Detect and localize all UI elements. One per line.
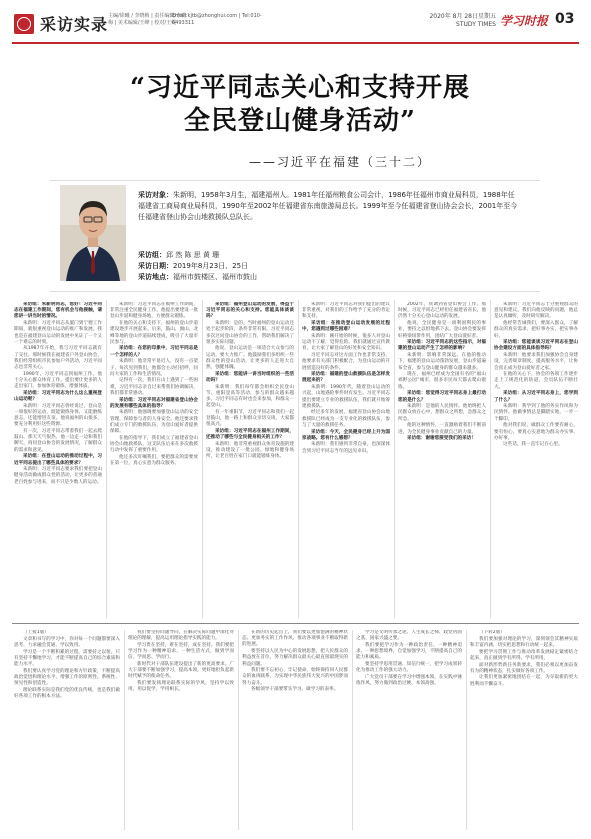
- paragraph: 文章和书写的学习中，你对每一个问题都要深入思考，力求融会贯通，学以致用。: [14, 636, 120, 648]
- paragraph: 他说，全民健身是一项利国利民的事业，要持之以恒地抓下去。登山协会要发挥好桥梁纽带作用，团结广大登山爱好者。: [398, 321, 486, 339]
- column-rule: [238, 630, 239, 830]
- paragraph: 采访组：福州登山运动的发展，得益于习近平同志的关心和支持。您能具体谈谈吗？: [206, 302, 294, 320]
- paragraph: 朱新明：他要求我们加强协会自身建设，完善规章制度，提高服务水平，让协会真正成为登山爱好者之家。: [494, 353, 578, 371]
- paragraph: 我们要把学习作为一种政治责任、一种精神追求、一种思想境界，自觉加强学习，不断提高自己的能力和素质。: [356, 642, 462, 661]
- paragraph: 我们要认真学习党的理论和方针政策，不断提高政治觉悟和理论水平，增强工作的原则性、系统性、预见性和创造性。: [14, 668, 120, 687]
- paragraph: 要把学习贯彻工作与推动改革发展稳定紧密结合起来，真正做到学有所得、学有所用。: [470, 649, 578, 661]
- paragraph: 记得有一次，我们在山上遇到了一些困难，习近平同志亲自过来帮我们协调解决，我们都非常感动。: [110, 378, 198, 396]
- column-rule: [298, 300, 299, 618]
- paragraph: 2002年，我调到省登山协会工作。那时候，习近平同志已经担任福建省省长，他仍然十分关心登山运动的发展。: [398, 302, 486, 320]
- meta-place-label: 采访地点：: [138, 273, 173, 281]
- paragraph: 在他的指导下，我们成立了福建省登山协会山地救援队，这支队伍后来在多次救援行动中发挥了重要作用。: [110, 435, 198, 454]
- meta-date-value: 2019年8月23日、25日: [173, 262, 249, 270]
- paragraph: 朱新明：习近平同志从厦门到宁德工作期间，就很重视登山运动的推广和发展。我也是在福建登山运动的发展中见证了一个又一个难忘的时刻。: [14, 321, 102, 345]
- column-rule: [490, 300, 491, 618]
- body-column-6: [494, 302, 578, 618]
- paragraph: 我们要加强对理论的学习，深刻领会其精神实质和丰富内涵，切实把思想和行动统一起来。: [470, 636, 578, 648]
- paragraph: 采访组：今天，全民健身已经上升为国家战略。您有什么感想？: [302, 429, 390, 441]
- issue-en-text: STUDY TIMES: [456, 21, 496, 28]
- paragraph: 采访组：在您的印象中，习近平同志是一个怎样的人？: [110, 346, 198, 358]
- paragraph: 朱新明：是的。当时福州的登山运动还处于起步阶段，条件非常有限。习近平同志多次过问登山协会的工作，帮助我们解决了很多实际问题。: [206, 321, 294, 345]
- paragraph: 采访组：福建的登山救援队伍是怎样发展起来的？: [302, 372, 390, 384]
- paragraph: 他的这种情怀，一直激励着我们不断前进，为全民健身事业贡献自己的力量。: [398, 423, 486, 435]
- section-logo-icon: [14, 14, 34, 34]
- paragraph: 朱新明：习近平同志要求我们要把登山健身活动做成群众性的活动，让更多的普通老百姓参与进来，而不只是少数人的运动。: [14, 467, 102, 485]
- paragraph: 朱新明：是他的人民情怀。他始终把人民群众放在心中，想群众之所想，急群众之所急。: [398, 404, 486, 422]
- title-line-2: 全民登山健身活动”: [184, 106, 416, 136]
- page-number: 03: [555, 11, 575, 27]
- interviewee-photo: [60, 185, 126, 281]
- paragraph: 新时代对干部队伍建设提出了新的更高要求。广大干部要不断加强学习，提高本领，更好地担负起新时代赋予的使命任务。: [128, 662, 234, 680]
- paragraph: 面对新形势新任务新要求，我们必须以更加奋发有为的精神状态，扎实做好各项工作。: [470, 662, 578, 674]
- bottom-column-3: [242, 630, 348, 830]
- paragraph: 朱新明：1990年代，随着登山运动的兴起，山地遇险事件时有发生。习近平同志提出要建立专业的救援队伍，我们就开始筹建救援队。: [302, 385, 390, 409]
- paragraph: 朱新明：习近平同志曾经说过，登山是一项很好的运动，既能锻炼身体，又能磨练意志，还能增进友谊。他说福州的山很多，要充分利用好这些资源。: [14, 403, 102, 428]
- paragraph: 朱新明：他非常重视群众体育设施的建设，推动建设了一批公园、绿地和健身场所，让老百姓在家门口就能锻炼身体。: [206, 441, 294, 460]
- paragraph: 朱新明：习近平同志对我们提出的建议非常重视，对我们的工作给予了充分的肯定和支持。: [302, 302, 390, 320]
- column-rule: [394, 300, 395, 618]
- meta-team-value: 邱 然 陈 思 黄 珊: [166, 251, 220, 259]
- masthead-logo: 学习时报: [500, 14, 549, 28]
- paragraph: 我们要不忘初心、牢记使命，始终保持同人民群众的血肉联系，为实现中华民族伟大复兴的中国梦而努力奋斗。: [242, 668, 348, 686]
- paragraph: 他说，登山运动是一项适合大众参与的运动，要大力推广。他鼓励我们多组织一些群众性的登山活动，让更多的人走进大自然，强健体魄。: [206, 346, 294, 371]
- paragraph: 在他的关心下，协会的各项工作逐步走上了规范化的轨道，会员队伍不断壮大。: [494, 372, 578, 390]
- issue-date: [418, 13, 496, 29]
- paragraph: 从1987年开始，我与习近平同志就有了交往。那时候我在福建省户外登山协会，我们经常组织市民参加户外活动，习近平同志也非常关心。: [14, 346, 102, 371]
- paragraph: 我们要发扬理论联系实际的学风，坚持学以致用、用以促学、学用相长。: [128, 681, 234, 693]
- paragraph: 让我们更加紧密地团结在一起，为夺取新的更大胜利而不懈奋斗。: [470, 675, 578, 687]
- meta-team-label: 采访组：: [138, 251, 166, 259]
- bottom-column-2: [128, 630, 234, 830]
- paragraph: 他经常告诫我们，要深入群众，了解群众的真实需求，把好事办实，把实事办好。: [494, 321, 578, 339]
- column-rule: [124, 630, 125, 830]
- paragraph: 有一次，习近平同志带着我们一起去爬鼓山。那天天气很热，他一边走一边和我们聊天，询问登山协会的发展情况，了解群众的需求和意见。: [14, 429, 102, 453]
- paragraph: 采访组：您能谈谈习近平同志在登山协会建设方面的具体指导吗？: [494, 340, 578, 352]
- paragraph: 理论联系实际是我们党的优良传统，也是我们做好各项工作的根本方法。: [14, 687, 120, 700]
- meta-date-label: 采访日期：: [138, 262, 173, 270]
- paragraph: 习近平同志对这方面工作也非常支持，他要求有关部门积极配合，为登山运动的开展创造良好的条件。: [302, 353, 390, 371]
- meta-date: [138, 261, 438, 272]
- article-title: [60, 72, 540, 138]
- bottom-column-5: [470, 630, 578, 830]
- paragraph: 在新的历史起点上，我们要以更加饱满的精神状态、更加务实的工作作风，推动各项事业不断取得新的进展。: [242, 630, 348, 648]
- paragraph: 1990年，习近平同志到福州工作。他十分关心群众体育工作，提出要让更多的人走出家门，参加体育锻炼，增强体质。: [14, 371, 102, 390]
- title-line-1: “习近平同志关心和支持开展: [130, 73, 470, 103]
- paragraph: 要坚持学思用贯通、知信行统一，把学习成果转化为推动工作的强大动力。: [356, 662, 462, 674]
- column-rule: [106, 300, 107, 618]
- paragraph: 朱新明：我们每年都会组织全民登山节、重阳登高等活动，参与的群众越来越多。习近平同志有时也会来参加，和群众一起登山。: [206, 384, 294, 409]
- meta-team: [138, 250, 438, 261]
- paragraph: 采访组：习近平同志的这些指示，对福建的登山运动产生了怎样的影响？: [398, 340, 486, 352]
- paragraph: 采访组：习近平同志为什么这么重视登山运动呢？: [14, 390, 102, 403]
- issue-date-text: 2020年 8月 28日星期五: [429, 13, 496, 20]
- body-column-5: [398, 302, 486, 618]
- intro-text: 朱新明，1958年3月生，福建福州人。1981年任福州粮食公司会计，1986年任福州市商业局科员，1988年任福建省工商局商业局科员，1990年至2002年任福建省东南旅游局总长。1999年至今任福建省登山协会会长，2001年至今任福建省登山协会山地救援队总队长。: [138, 191, 518, 221]
- intro-label: 采访对象：: [138, 191, 173, 199]
- paragraph: 朱新明：他非常平易近人，没有一点架子。每次见到我们，他都会主动打招呼，问问大家的工作和生活情况。: [110, 359, 198, 377]
- paragraph: 在他的关心和支持下，福州的登山步道建设逐步开展起来。后来，鼓山、旗山、北峰等地的登山步道陆续建成，吸引了大量市民参与。: [110, 321, 198, 345]
- paragraph: 采访组：习近平同志在福州工作期间，还推动了哪些与全民健身相关的工作？: [206, 429, 294, 441]
- paragraph: 要坚持以人民为中心的发展思想，把人民群众的利益放在首位，努力解决群众最关心最直接最现实的利益问题。: [242, 649, 348, 667]
- meta-place-value: 福州市鼓楼区、福州市鼓山: [173, 273, 257, 281]
- header-divider: [12, 42, 579, 44]
- paragraph: 有一年重阳节，习近平同志和我们一起登鼓山，他一路上和群众亲切交谈，大家都很高兴。: [206, 409, 294, 428]
- paragraph: 朱新明：他强调要加强登山运动的安全管理，保障参与者的人身安全。他还要求我们成立专门的救援队伍，为登山爱好者提供保障。: [110, 410, 198, 435]
- paragraph: （上接1版）: [23, 630, 49, 635]
- paragraph: 广大党员干部要在学习中增强本领，在实践中锤炼作风，努力做到政治过硬、本领高强。: [356, 674, 462, 687]
- paragraph: 学习贵在坚持，难在坚持，成在坚持。我们要把学习作为一种精神追求、一种生活方式，做到学而信、学而思、学而行。: [128, 642, 234, 661]
- contact-info: Email:kjtb@zhonghui.com | Tel:010-6493311: [172, 13, 262, 26]
- paragraph: 采访组：在推动登山运动发展的过程中，您遇到过哪些困难？: [302, 321, 390, 333]
- paragraph: 采访组：谢谢您接受我们的采访！: [407, 436, 476, 442]
- editor-info: 主编/徐曦 / 李晓梅 | 责任编辑/李晓梅 | 美术编辑/王峰 | 校对/王妮: [108, 13, 187, 26]
- paragraph: 他对我们说，做群众工作要有耐心，要有恒心，要真心实意地为群众办实事、办好事。: [494, 423, 578, 441]
- body-column-3: [206, 302, 294, 618]
- section-divider: [12, 623, 579, 624]
- paragraph: 现在，福州已经成为全国有名的“福山郊野公园”城市，很多市民每天都去爬山锻炼。: [398, 372, 486, 390]
- paragraph: 我们要坚持问题导向，在解决实际问题中深化对理论的理解，提高运用理论指导实践的能力。: [128, 630, 234, 642]
- article-subtitle: ——习近平在福建（三十二）: [248, 155, 431, 169]
- paragraph: （下转2版）: [479, 630, 505, 635]
- paragraph: 采访组：在登山运动的推动过程中，习近平同志提出了哪些具体的要求？: [14, 454, 102, 466]
- column-rule: [352, 630, 353, 830]
- paragraph: 采访组：习近平同志对福建省登山协会的发展有哪些具体的指导？: [110, 397, 198, 409]
- bottom-column-4: [356, 630, 462, 830]
- body-column-1: [14, 302, 102, 618]
- paragraph: 学习是一个不断积累的过程，需要持之以恒。只有坚持不懈地学习，才能不断提高自己的综合素质和能力水平。: [14, 649, 120, 668]
- paragraph: 朱新明：习近平同志十分重视群众的意见和建议。我们向他反映的问题，他总是认真倾听，及时研究解决。: [494, 302, 578, 320]
- body-column-2: [110, 302, 198, 618]
- interviewee-intro: [138, 190, 518, 223]
- column-rule: [466, 630, 467, 830]
- paragraph: 朱新明：我学到了他的务实作风和为民情怀。他做事情总是脚踏实地，一步一个脚印。: [494, 404, 578, 422]
- paragraph: 各级领导干部要带头学习，做学习的表率。: [251, 687, 339, 693]
- paragraph: 这些话，我一直牢记在心里。: [503, 442, 563, 448]
- paragraph: 朱新明：我们感到非常自豪，也深深体会到习近平同志当年的远见卓识。: [302, 442, 390, 454]
- paragraph: 采访组：您能讲一讲当时组织的一些活动吗？: [206, 371, 294, 383]
- paragraph: 采访组：朱新明同志，您好！习近平同志在福建工作期间，您有机会与他接触，请您讲一讲当时的情况。: [14, 302, 102, 320]
- interview-meta: [138, 250, 438, 283]
- paragraph: 朱新明：刚开始的时候，很多人对登山运动不了解，觉得危险。我们就通过宣传教育，让大家了解登山的好处和安全知识。: [302, 334, 390, 352]
- paragraph: 采访组：您觉得习近平同志身上最打动您的是什么？: [398, 391, 486, 403]
- body-column-4: [302, 302, 390, 618]
- paragraph: 朱新明：习近平同志在福州工作期间，非常注重全民健身工作。他提出要建设一批登山步道和健身场地，方便群众锻炼。: [110, 302, 198, 320]
- section-title: 采访实录: [40, 15, 109, 34]
- paragraph: 经过多年的发展，福建省登山协会山地救援队已经成为一支专业化的救援队伍，参与了大量的救援任务。: [302, 410, 390, 428]
- paragraph: 采访组：从习近平同志身上，您学到了什么？: [494, 391, 578, 403]
- bottom-column-1: [14, 630, 120, 830]
- portrait-image: [60, 185, 126, 281]
- paragraph: 学习是文明传承之途、人生成长之梯、政党巩固之基、国家兴盛之要。: [356, 630, 462, 642]
- page-header: [0, 0, 591, 44]
- paragraph: 他还多次叮嘱我们，要把群众的需要放在第一位，真心实意为群众服务。: [110, 454, 198, 467]
- column-rule: [202, 300, 203, 618]
- meta-place: [138, 272, 438, 283]
- paragraph: 朱新明：影响非常深远。在他的推动下，福建的登山运动蓬勃发展，登山步道遍布全省，参与登山健身的群众越来越多。: [398, 353, 486, 371]
